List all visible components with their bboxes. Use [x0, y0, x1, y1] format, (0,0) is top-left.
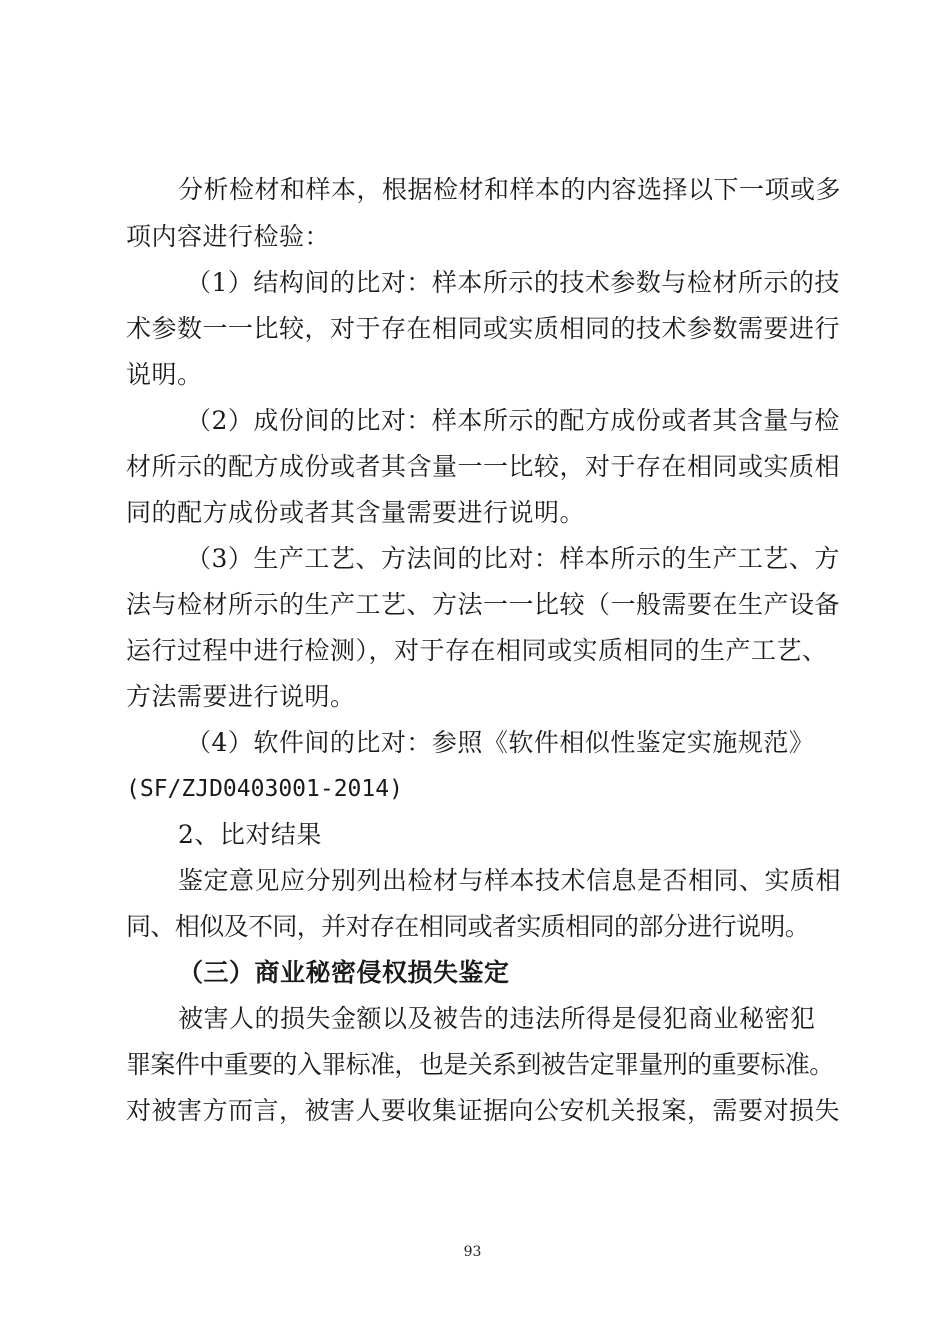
- paragraph-line: 同、相似及不同，并对存在相同或者实质相同的部分进行说明。: [126, 912, 810, 941]
- list-item-line: （4）软件间的比对：参照《软件相似性鉴定实施规范》: [186, 728, 815, 757]
- section-heading: （三）商业秘密侵权损失鉴定: [178, 958, 510, 987]
- section-subheading: 2、比对结果: [178, 820, 322, 849]
- standard-code-line: (SF/ZJD0403001-2014): [126, 776, 403, 802]
- paragraph-line: 分析检材和样本，根据检材和样本的内容选择以下一项或多: [178, 175, 842, 204]
- list-item-line: （1）结构间的比对：样本所示的技术参数与检材所示的技: [186, 268, 840, 297]
- paragraph-line: 法与检材所示的生产工艺、方法一一比较（一般需要在生产设备: [126, 590, 841, 619]
- paragraph-line: 方法需要进行说明。: [126, 682, 356, 711]
- paragraph-line: 被害人的损失金额以及被告的违法所得是侵犯商业秘密犯: [178, 1004, 816, 1033]
- page-number: 93: [463, 1244, 482, 1260]
- paragraph-line: 运行过程中进行检测），对于存在相同或实质相同的生产工艺、: [126, 636, 828, 665]
- paragraph-line: 罪案件中重要的入罪标准，也是关系到被告定罪量刑的重要标准。: [126, 1050, 834, 1079]
- paragraph-line: 说明。: [126, 360, 203, 389]
- list-item-line: （2）成份间的比对：样本所示的配方成份或者其含量与检: [186, 406, 840, 435]
- paragraph-line: 项内容进行检验：: [126, 222, 331, 251]
- list-item-line: （3）生产工艺、方法间的比对：样本所示的生产工艺、方: [186, 544, 840, 573]
- paragraph-line: 术参数一一比较，对于存在相同或实质相同的技术参数需要进行: [126, 314, 841, 343]
- paragraph-line: 对被害方而言，被害人要收集证据向公安机关报案，需要对损失: [126, 1096, 841, 1125]
- paragraph-line: 同的配方成份或者其含量需要进行说明。: [126, 498, 586, 527]
- paragraph-line: 材所示的配方成份或者其含量一一比较，对于存在相同或实质相: [126, 452, 841, 481]
- paragraph-line: 鉴定意见应分别列出检材与样本技术信息是否相同、实质相: [178, 866, 842, 895]
